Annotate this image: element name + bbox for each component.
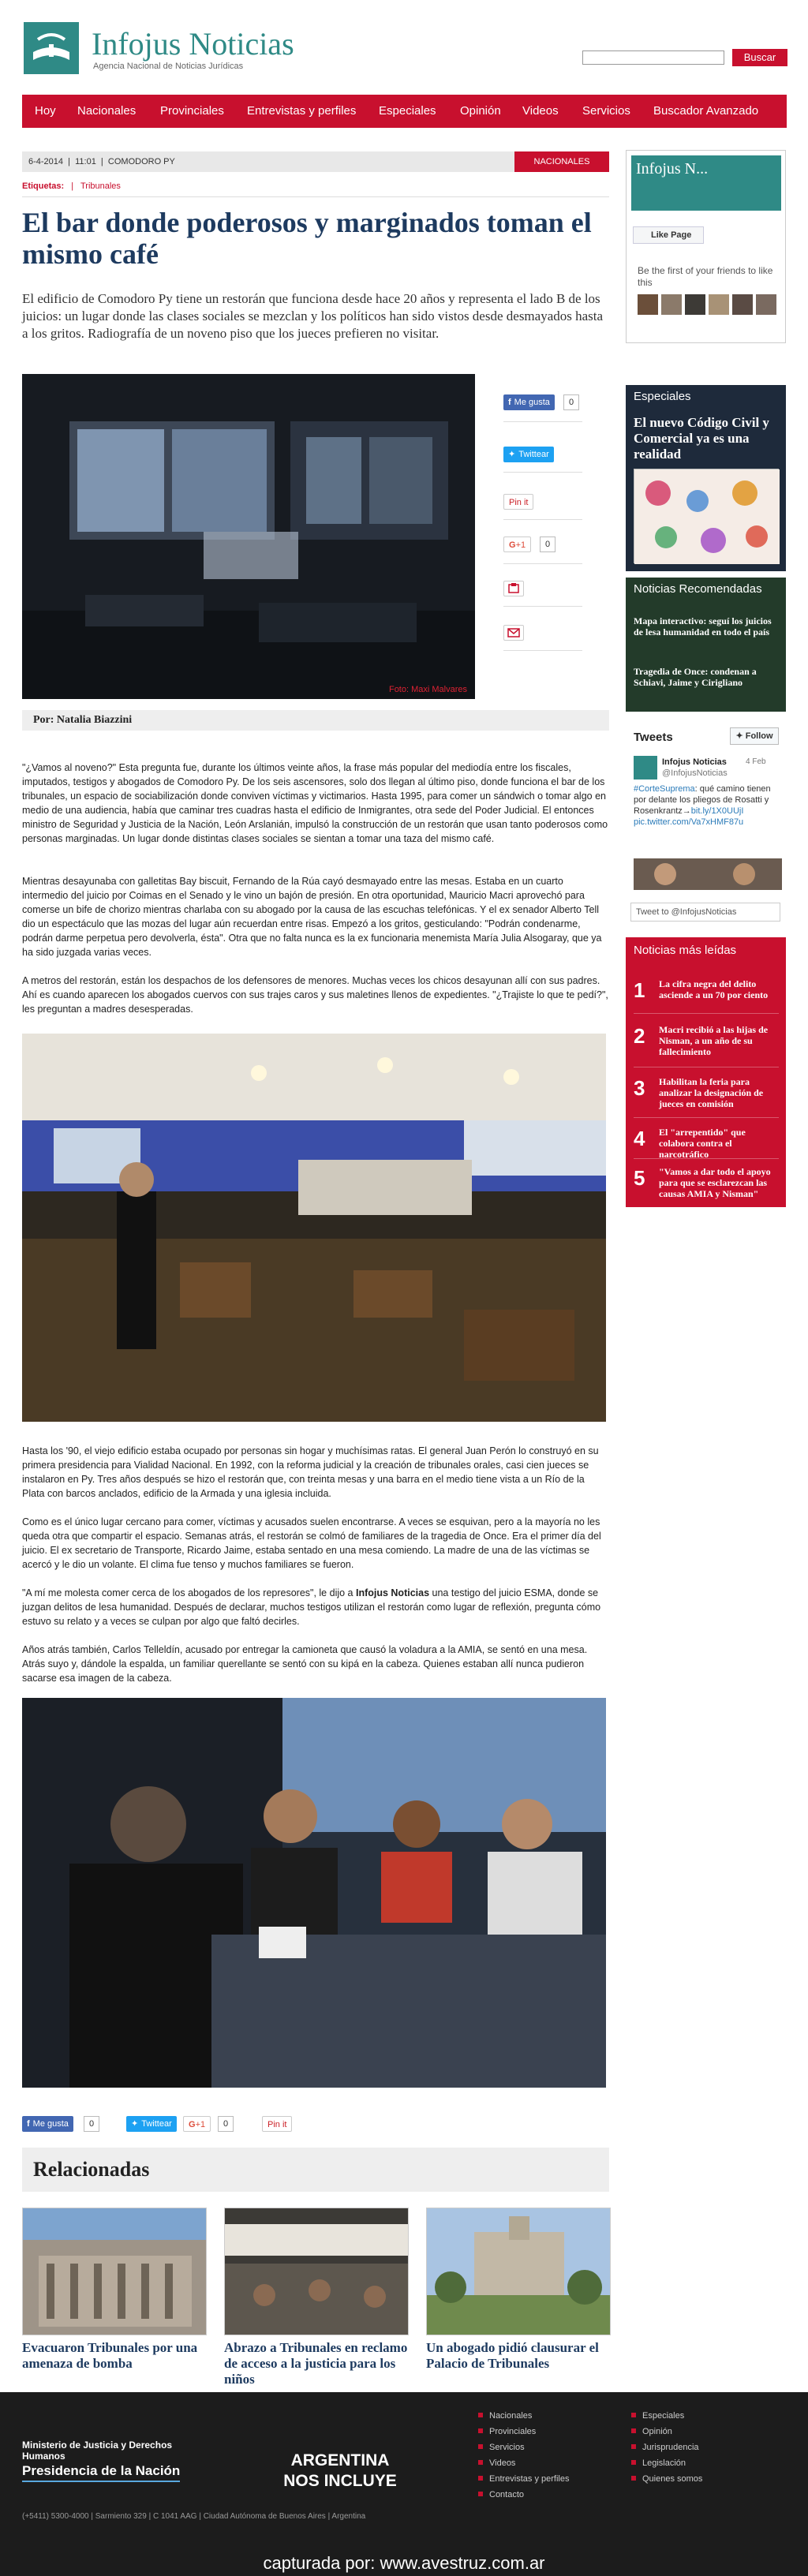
footer-link[interactable]: Quienes somos bbox=[631, 2474, 702, 2484]
paragraph-text: "A mí me molesta comer cerca de los abogados de los represores", le dijo a bbox=[22, 1587, 356, 1598]
footer-presidency[interactable]: Presidencia de la Nación bbox=[22, 2463, 180, 2482]
recomendada-item[interactable]: Tragedia de Once: condenan a Schiavi, Jaime y Cirigliano bbox=[634, 666, 757, 688]
search-input[interactable] bbox=[582, 50, 724, 65]
nav-item-nacionales[interactable]: Nacionales bbox=[77, 104, 137, 118]
twitter-share-button[interactable] bbox=[503, 447, 554, 462]
tweet-author-handle[interactable]: @InfojusNoticias bbox=[662, 768, 728, 778]
related-title[interactable]: Evacuaron Tribunales por una amenaza de bomba bbox=[22, 2340, 198, 2371]
footer-link[interactable]: Opinión bbox=[631, 2427, 672, 2436]
especiales-box bbox=[626, 385, 786, 571]
logo-name: Noticias bbox=[189, 26, 294, 62]
email-icon[interactable] bbox=[503, 625, 524, 641]
photo-credit: Foto: Maxi Malvares bbox=[388, 685, 467, 694]
divider bbox=[634, 1158, 779, 1159]
argentina-line: NOS INCLUYE bbox=[283, 2472, 397, 2490]
footer-link[interactable]: Servicios bbox=[478, 2443, 525, 2452]
related-heading: Relacionadas bbox=[22, 2148, 609, 2192]
article-paragraph: Hasta los '90, el viejo edificio estaba ocupado por personas sin hogar y muchísimas ratas. El general Juan Perón lo construyó en su primera presidencia para Vialidad Nacional. En 1992, con la reforma judicial y la creación de tribunales orales, casi cien jueces se instalaron en Py. Tres años después se hizo el restorán que, con treinta mesas y una barra en el medio tiene vista a un Río de la Plata con barcos anclados, edificio de la Armada y una iglesia incluida. bbox=[22, 1445, 599, 1499]
like-count: 0 bbox=[563, 394, 579, 410]
footer-address: (+5411) 5300-4000 | Sarmiento 329 | C 1041 AAG | Ciudad Autónoma de Buenos Aires | Argentina bbox=[22, 2512, 366, 2521]
article-meta: 6-4-2014 | 11:01 | COMODORO PY bbox=[28, 157, 175, 166]
logo-text bbox=[92, 27, 294, 62]
fb-page-name: Infojus N... bbox=[636, 160, 709, 178]
related-title[interactable]: Abrazo a Tribunales en reclamo de acceso a la justicia para los niños bbox=[224, 2340, 408, 2387]
nav-item-hoy[interactable]: Hoy bbox=[35, 104, 56, 118]
divider bbox=[503, 472, 582, 473]
rank-number: 5 bbox=[634, 1166, 645, 1190]
especiales-title[interactable]: El nuevo Código Civil y Comercial ya es una realidad bbox=[634, 415, 769, 462]
fb-friends-text: Be the first of your friends to like this bbox=[638, 265, 773, 288]
tweet-link[interactable]: bit.ly/1X0UUjI pic.twitter.com/Va7xHMF87u bbox=[634, 806, 744, 827]
site-logo[interactable] bbox=[24, 22, 316, 74]
gplus-label: +1 bbox=[515, 540, 526, 550]
mas-leida-item[interactable]: El "arrepentido" que colabora contra el narcotráfico bbox=[659, 1127, 746, 1160]
related-title[interactable]: Un abogado pidió clausurar el Palacio de Tribunales bbox=[426, 2340, 599, 2371]
gplus-label: +1 bbox=[195, 2120, 206, 2129]
nav-item-servicios[interactable]: Servicios bbox=[582, 104, 630, 118]
tweet-avatar[interactable] bbox=[634, 756, 657, 780]
nav-item-videos[interactable]: Videos bbox=[522, 104, 559, 118]
nav-item-buscador[interactable]: Buscador Avanzado bbox=[653, 104, 759, 118]
footer-link[interactable]: Legislación bbox=[631, 2458, 686, 2468]
twitter-follow-button[interactable] bbox=[730, 727, 779, 745]
divider bbox=[503, 650, 582, 651]
twitter-icon: ✦ bbox=[735, 731, 746, 741]
article-paragraph bbox=[22, 1586, 609, 1628]
divider bbox=[634, 1013, 779, 1014]
tweet-body bbox=[634, 783, 782, 828]
rank-number: 3 bbox=[634, 1076, 645, 1100]
social-share-bottom bbox=[22, 2114, 417, 2133]
divider bbox=[503, 421, 582, 422]
footer-link[interactable]: Entrevistas y perfiles bbox=[478, 2474, 569, 2484]
tweet-hashtag[interactable]: #CorteSuprema bbox=[634, 784, 695, 794]
mas-leida-item[interactable]: "Vamos a dar todo el apoyo para que se esclarezcan las causas AMIA y Nisman" bbox=[659, 1166, 771, 1199]
tweet-author-name[interactable]: Infojus Noticias bbox=[662, 757, 727, 767]
like-count: 0 bbox=[84, 2116, 99, 2132]
like-label: Me gusta bbox=[514, 398, 550, 407]
footer-link[interactable]: Nacionales bbox=[478, 2411, 532, 2421]
twitter-share-button[interactable] bbox=[126, 2116, 177, 2132]
fb-like-page-label: Like Page bbox=[651, 230, 692, 240]
article-paragraph: A metros del restorán, están los despachos de los defensores de menores. Muchas veces los chicos desayunan allí con sus padres. Ahí es cuando aparecen los abogados cuervos con sus trajes caros y sus maletines llenos de expedientes. "¿Trajiste lo que te pedí?", les preguntan a madres desesperadas. bbox=[22, 975, 608, 1015]
search-button[interactable]: Buscar bbox=[732, 49, 787, 66]
article-lead: El edificio de Comodoro Py tiene un restorán que funciona desde hace 20 años y representa el lado B de los juicios: un lugar donde las clases sociales se mezclan y los políticos han sido vistos desde desmayados hasta a los gritos. Radiografía de un noveno piso que los jueces prefieren no visitar. bbox=[22, 291, 604, 341]
article-paragraph: Años atrás también, Carlos Telleldín, acusado por entregar la camioneta que causó la voladura a la AMIA, se sentó en una mesa. Atrás suyo y, dándole la espalda, un familiar querellante se sentó con su kipá en la cabeza. Quienes estaban allí nunca pudieron sacarse esa imagen de la cabeza. bbox=[22, 1644, 588, 1684]
article-paragraph: Como es el único lugar cercano para comer, víctimas y acusados suelen encontrarse. A veces se esquivan, pero a la mayoría no les queda otra que compartir el espacio. Semanas atrás, el restorán se colmó de familiares de la tragedia de Once. Era el primer día del juicio. El ex secretario de Transporte, Ricardo Jaime, estaba sentado en una mesa comiendo. La madre de una de las víctimas se acercó y le dio un volante. El clima fue tenso y muchos familiares se fueron. bbox=[22, 1516, 601, 1570]
pinterest-button[interactable]: Pin it bbox=[262, 2116, 292, 2132]
follow-label: Follow bbox=[745, 731, 773, 741]
section-badge[interactable]: NACIONALES bbox=[514, 151, 609, 172]
article-paragraph: Mientras desayunaba con galletitas Bay biscuit, Fernando de la Rúa cayó desmayado entre las mesas. Estaba en un cuarto intermedio del juicio por Coimas en el Senado y le vino un bajón de presión. En otra oportunidad, Mauricio Macri aprovechó para comerse un bife de chorizo mientras charlaba con su abogado por la causa de las escuchas telefónicas. Y el ex senador Alberto Tell dio un espectáculo que las mozas del lugar aún recuerdan entre risas. Empezó a los gritos, gesticulando: "Podrán condenarme, podrán darme perpetua pero devolverla, ésta". Otra que no falta nunca es la ex funcionaria menemista María Julia Alsogaray, que ya ha sido juzgada varias veces. bbox=[22, 876, 602, 958]
gplus-icon: G bbox=[189, 2120, 196, 2129]
capture-watermark: capturada por: www.avestruz.com.ar bbox=[0, 2550, 808, 2576]
gplus-count: 0 bbox=[218, 2116, 234, 2132]
like-label: Me gusta bbox=[32, 2119, 69, 2129]
nav-item-provinciales[interactable]: Provinciales bbox=[160, 104, 224, 118]
rank-number: 2 bbox=[634, 1024, 645, 1048]
twitter-label: Twittear bbox=[141, 2119, 172, 2129]
footer-link[interactable]: Especiales bbox=[631, 2411, 684, 2421]
tweet-date[interactable]: 4 Feb bbox=[746, 757, 766, 766]
google-plus-button[interactable] bbox=[503, 537, 531, 552]
especiales-heading: Especiales bbox=[634, 390, 691, 403]
nav-item-opinion[interactable]: Opinión bbox=[460, 104, 501, 118]
gplus-icon: G bbox=[509, 540, 516, 550]
article-photo-main bbox=[22, 374, 475, 699]
related-image[interactable] bbox=[224, 2208, 409, 2335]
footer-link[interactable]: Provinciales bbox=[478, 2427, 536, 2436]
logo-book-icon bbox=[24, 22, 79, 74]
twitter-icon: ✦ bbox=[131, 2119, 139, 2129]
mas-leida-item[interactable]: La cifra negra del delito asciende a un 70 por ciento bbox=[659, 978, 769, 1000]
mas-leida-item[interactable]: Macri recibió a las hijas de Nisman, a un año de su fallecimiento bbox=[659, 1024, 769, 1057]
article-tags: Etiquetas: | Tribunales bbox=[22, 178, 609, 197]
footer-link[interactable]: Videos bbox=[478, 2458, 515, 2468]
tweets-heading: Tweets bbox=[634, 731, 673, 744]
site-footer bbox=[0, 2392, 808, 2576]
divider bbox=[503, 563, 582, 564]
fb-page-banner[interactable] bbox=[631, 155, 781, 211]
logo-tagline: Agencia Nacional de Noticias Jurídicas bbox=[93, 62, 244, 71]
main-nav bbox=[22, 95, 787, 128]
rank-number: 1 bbox=[634, 978, 645, 1002]
argentina-line: ARGENTINA bbox=[290, 2451, 390, 2469]
divider bbox=[634, 1117, 779, 1118]
tags-label: Etiquetas: bbox=[22, 181, 65, 191]
footer-ministry[interactable]: Ministerio de Justicia y Derechos Humanos bbox=[22, 2440, 173, 2462]
facebook-icon: f bbox=[27, 2119, 30, 2129]
mas-leida-item[interactable]: Habilitan la feria para analizar la designación de jueces en comisión bbox=[659, 1076, 764, 1109]
gplus-count: 0 bbox=[540, 537, 556, 552]
article-author: Por: Natalia Biazzini bbox=[22, 710, 609, 731]
facebook-like-button[interactable] bbox=[503, 394, 555, 410]
divider bbox=[503, 606, 582, 607]
especiales-image[interactable] bbox=[634, 469, 779, 563]
divider bbox=[503, 519, 582, 520]
facebook-like-button[interactable] bbox=[22, 2116, 73, 2132]
site-header bbox=[0, 0, 808, 93]
related-image[interactable] bbox=[22, 2208, 207, 2335]
twitter-widget bbox=[626, 724, 786, 926]
print-icon[interactable] bbox=[503, 581, 524, 596]
footer-link[interactable]: Jurisprudencia bbox=[631, 2443, 699, 2452]
twitter-icon: ✦ bbox=[508, 450, 516, 459]
fb-like-page-button[interactable] bbox=[633, 226, 704, 244]
facebook-icon: f bbox=[508, 398, 511, 407]
footer-link[interactable]: Contacto bbox=[478, 2490, 524, 2499]
article-photo-lawyers bbox=[22, 1698, 606, 2088]
logo-brand: Infojus bbox=[92, 26, 181, 62]
article-paragraph: "¿Vamos al noveno?" Esta pregunta fue, durante los últimos veinte años, la frase más popular del mediodía entre los fiscales, imputados, testigos y abogados de Comodoro Py. De los seis ascensores, solo dos llegan al último piso, donde funciona el bar de los tribunales, un espacio de sociabilización donde conviven víctimas y victimarios. Hasta 1995, para comer un sándwich o tomar algo en medio de una audiencia, había que caminar tres cuadras hasta el edificio de Inmigrantes, otra sede del Poder Judicial. El entonces ministro de Seguridad y Justicia de la Nación, León Arslanián, impulsó la construcción de un restorán que usan tanto poderosos como personas marginadas. Un lugar donde distintas clases sociales se sientan a tomar una taza del mismo café. bbox=[22, 762, 608, 844]
tweet-image[interactable] bbox=[634, 858, 782, 890]
nav-item-especiales[interactable]: Especiales bbox=[379, 104, 436, 118]
tweet-to-input[interactable]: Tweet to @InfojusNoticias bbox=[630, 903, 780, 922]
tag-link[interactable]: Tribunales bbox=[80, 181, 121, 191]
rank-number: 4 bbox=[634, 1127, 645, 1150]
mas-leidas-heading: Noticias más leídas bbox=[634, 944, 737, 957]
social-share-column bbox=[496, 374, 597, 699]
related-image[interactable] bbox=[426, 2208, 611, 2335]
recomendada-item[interactable]: Mapa interactivo: seguí los juicios de lesa humanidad en todo el país bbox=[634, 615, 772, 637]
tweet-text: : qué camino tienen por delante los pliegos de Rosatti y Rosenkrantz→ bbox=[634, 784, 771, 816]
article-headline: El bar donde poderosos y marginados toman el mismo café bbox=[22, 207, 592, 270]
mas-leidas-box bbox=[626, 937, 786, 1207]
pinterest-button[interactable]: Pin it bbox=[503, 494, 533, 510]
paragraph-text: una testigo del juicio ESMA, donde se juzgan delitos de lesa humanidad. Después de declarar, muchos testigos utilizan el restorán como lugar de reflexión, pregunta cómo estuvo su relato y a veces se culpan por algo que faltó decirles. bbox=[22, 1587, 601, 1627]
recomendadas-heading: Noticias Recomendadas bbox=[634, 582, 762, 596]
fb-friend-faces bbox=[638, 294, 780, 315]
nav-item-entrevistas[interactable]: Entrevistas y perfiles bbox=[247, 104, 357, 118]
recomendadas-box bbox=[626, 578, 786, 712]
footer-argentina-logo bbox=[273, 2451, 407, 2492]
google-plus-button[interactable] bbox=[183, 2116, 211, 2132]
facebook-page-widget bbox=[626, 150, 786, 343]
paragraph-bold: Infojus Noticias bbox=[355, 1587, 430, 1598]
article-photo-restaurant bbox=[22, 1034, 606, 1422]
twitter-label: Twittear bbox=[518, 450, 549, 459]
